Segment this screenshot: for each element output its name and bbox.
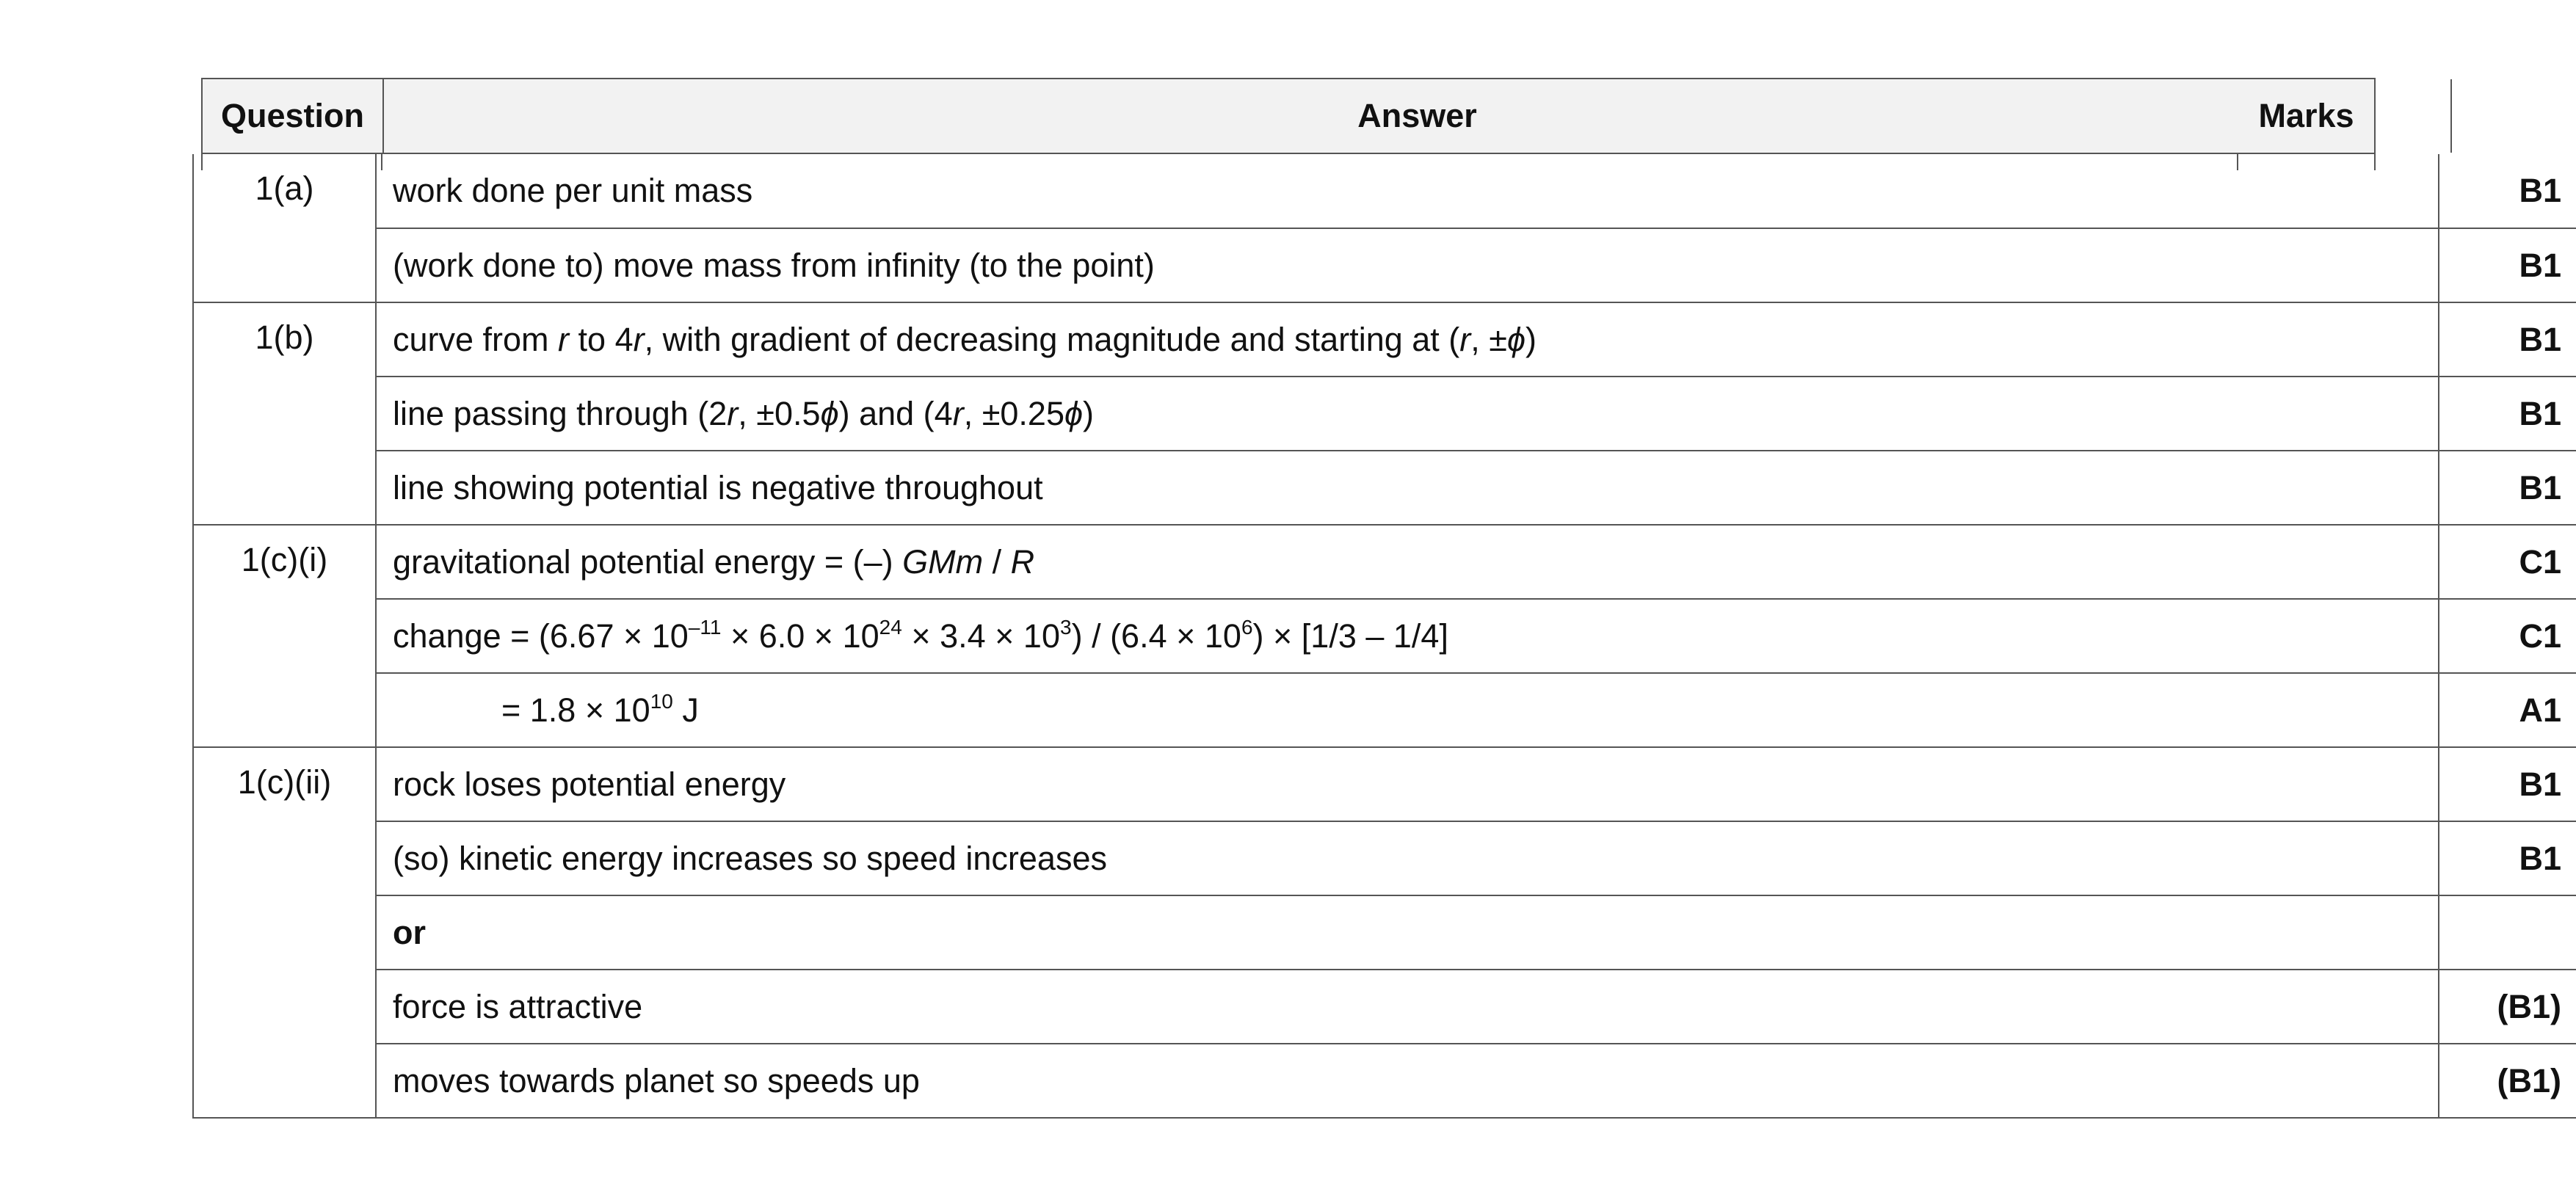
table-row — [193, 154, 2576, 228]
marks-cell: C1 — [2439, 599, 2576, 673]
answer-cell: = $1.8 \times 10^{10}$ J — [376, 673, 2439, 747]
answer-cell: line passing through (2r, ±0.5ϕ) and (4r, ±0.25ϕ) — [376, 377, 2439, 451]
marks-cell — [2439, 895, 2576, 970]
table-row — [193, 451, 2576, 525]
table-header — [201, 78, 2376, 154]
marks-cell: B1 — [2439, 747, 2576, 821]
marks-cell: B1 — [2439, 154, 2576, 228]
mark-scheme-table — [192, 154, 2576, 1119]
answer-cell: rock loses potential energy — [376, 747, 2439, 821]
header-question: Question — [203, 79, 384, 153]
table-row — [193, 673, 2576, 747]
question-number: 1(b) — [193, 302, 376, 525]
marks-cell: (B1) — [2439, 1044, 2576, 1118]
answer-cell: gravitational potential energy = (–) GMm / R — [376, 525, 2439, 599]
marks-cell: B1 — [2439, 377, 2576, 451]
marks-cell: (B1) — [2439, 970, 2576, 1044]
answer-cell: (so) kinetic energy increases so speed increases — [376, 821, 2439, 895]
table-row — [193, 599, 2576, 673]
answer-cell: (work done to) move mass from infinity (to the point) — [376, 228, 2439, 302]
answer-cell: line showing potential is negative throughout — [376, 451, 2439, 525]
question-number: 1(c)(i) — [193, 525, 376, 747]
table-row — [193, 1044, 2576, 1118]
question-number: 1(c)(ii) — [193, 747, 376, 1118]
answer-cell: curve from r to 4r, with gradient of decreasing magnitude and starting at (r, ±ϕ) — [376, 302, 2439, 377]
marks-cell: B1 — [2439, 451, 2576, 525]
answer-cell: moves towards planet so speeds up — [376, 1044, 2439, 1118]
table-row — [193, 228, 2576, 302]
table-row — [193, 821, 2576, 895]
table-row — [193, 747, 2576, 821]
marks-cell: A1 — [2439, 673, 2576, 747]
marks-cell: B1 — [2439, 821, 2576, 895]
header-marks: Marks — [2258, 97, 2354, 134]
table-row — [193, 377, 2576, 451]
answer-cell: change = $(6.67 \times 10^{-11} \times 6.0 \times 10^{24} \times 3.4 \times 10^3) / (6.4 \times 10^6) \times [1/3 - 1/4]$ — [376, 599, 2439, 673]
answer-cell: force is attractive — [376, 970, 2439, 1044]
marks-cell: B1 — [2439, 302, 2576, 377]
answer-cell: or — [376, 895, 2439, 970]
table-row — [193, 970, 2576, 1044]
answer-cell: work done per unit mass — [376, 154, 2439, 228]
marks-cell: B1 — [2439, 228, 2576, 302]
table-row — [193, 895, 2576, 970]
table-row — [193, 525, 2576, 599]
question-number: 1(a) — [193, 154, 376, 302]
marks-cell: C1 — [2439, 525, 2576, 599]
header-answer: Answer — [384, 79, 2452, 153]
table-row — [193, 302, 2576, 377]
